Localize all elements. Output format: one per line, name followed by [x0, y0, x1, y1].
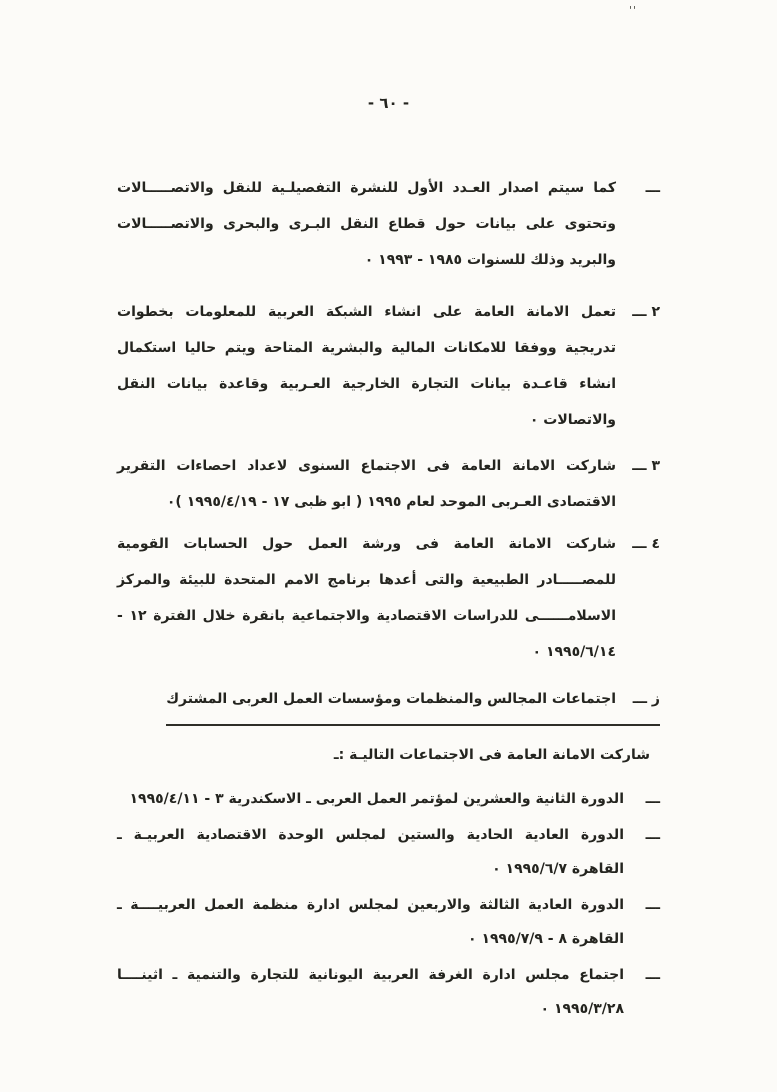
list-item-labour-conference — [117, 782, 660, 816]
dash-marker: ـــ — [645, 967, 660, 983]
dash-marker: ـــ — [645, 827, 660, 843]
item-number-marker: ٢ ـــ — [632, 304, 660, 320]
list-item-text: الدورة العادية الثالثة والاربعين لمجلس ادارة منظمة العمل العربيــــة ـ القاهرة ٨ - ١٩٩٥/٧/٩ ٠ — [117, 897, 624, 947]
section-heading-block — [117, 684, 660, 726]
section-heading — [166, 684, 660, 726]
dash-marker: ـــ — [645, 180, 660, 196]
list-item-arab-labour-organization — [117, 888, 660, 956]
paragraph-annual-statistics-meeting — [117, 448, 660, 520]
paragraph-text: كما سيتم اصدار العـدد الأول للنشرة التفصيلـية للنقل والاتصـــــالات وتحتوى على بيانات حول قطاع النقل البـرى والبحرى والاتصـــــالات والبريد وذلك للسنوات ١٩٨٥ - ١٩٩٣ ٠ — [117, 180, 616, 268]
list-item-arab-greek-chamber — [117, 958, 660, 1026]
meetings-list — [117, 782, 660, 1026]
item-number-marker: ٤ ـــ — [632, 536, 660, 552]
section-letter-marker: ز ـــ — [632, 691, 660, 707]
paragraph-arab-information-network — [117, 294, 660, 438]
document-body — [117, 170, 660, 1028]
paragraph-text: شاركت الامانة العامة فى الاجتماع السنوى لاعداد احصاءات التقرير الاقتصادى العـربى الموحد لعام ١٩٩٥ ( ابو ظبى ١٧ - ١٩٩٥/٤/١٩ )٠ — [117, 458, 616, 510]
item-number-marker: ٣ ـــ — [632, 458, 660, 474]
section-title: اجتماعات المجالس والمنظمات ومؤسسات العمل العربى المشترك — [166, 691, 616, 707]
paragraph-text: تعمل الامانة العامة على انشاء الشبكة العربية للمعلومات بخطوات تدريجية ووفقا للامكانات المالية والبشرية المتاحة ويتم حاليا استكمال انشاء قاعـدة بيانات التجارة الخارجية العـربية وقاعدة بيانات النقل والاتصالات ٠ — [117, 304, 616, 428]
page-number: - ٦٠ - — [367, 94, 410, 112]
scan-artifact-mark: '' — [628, 4, 637, 17]
paragraph-national-accounts-workshop — [117, 526, 660, 670]
paragraph-text: شاركت الامانة العامة فى ورشة العمل حول الحسابات القومية للمصـــــادر الطبيعية والتى أعدها برنامج الامم المتحدة للبيئة والمركز الاسلامــــــى للدراسات الاقتصادية والاجتماعية بانقرة خلال الفترة ١٢ - ١٩٩٥/٦/١٤ ٠ — [117, 536, 617, 660]
section-intro: شاركت الامانة العامة فى الاجتماعات التاليـة :ـ — [333, 747, 650, 763]
list-item-text: الدورة العادية الحادية والستين لمجلس الوحدة الاقتصادية العربيـة ـ القاهرة ١٩٩٥/٦/٧ ٠ — [117, 827, 624, 877]
list-item-text: اجتماع مجلس ادارة الغرفة العربية اليونانية للتجارة والتنمية ـ اثينــــا ١٩٩٥/٣/٢٨ ٠ — [117, 967, 624, 1017]
paragraph-transport-bulletin — [117, 170, 660, 278]
list-item-text: الدورة الثانية والعشرين لمؤتمر العمل العربى ـ الاسكندرية ٣ - ١٩٩٥/٤/١١ — [129, 791, 624, 807]
dash-marker: ـــ — [645, 791, 660, 807]
dash-marker: ـــ — [645, 897, 660, 913]
list-item-economic-unity-council — [117, 818, 660, 886]
